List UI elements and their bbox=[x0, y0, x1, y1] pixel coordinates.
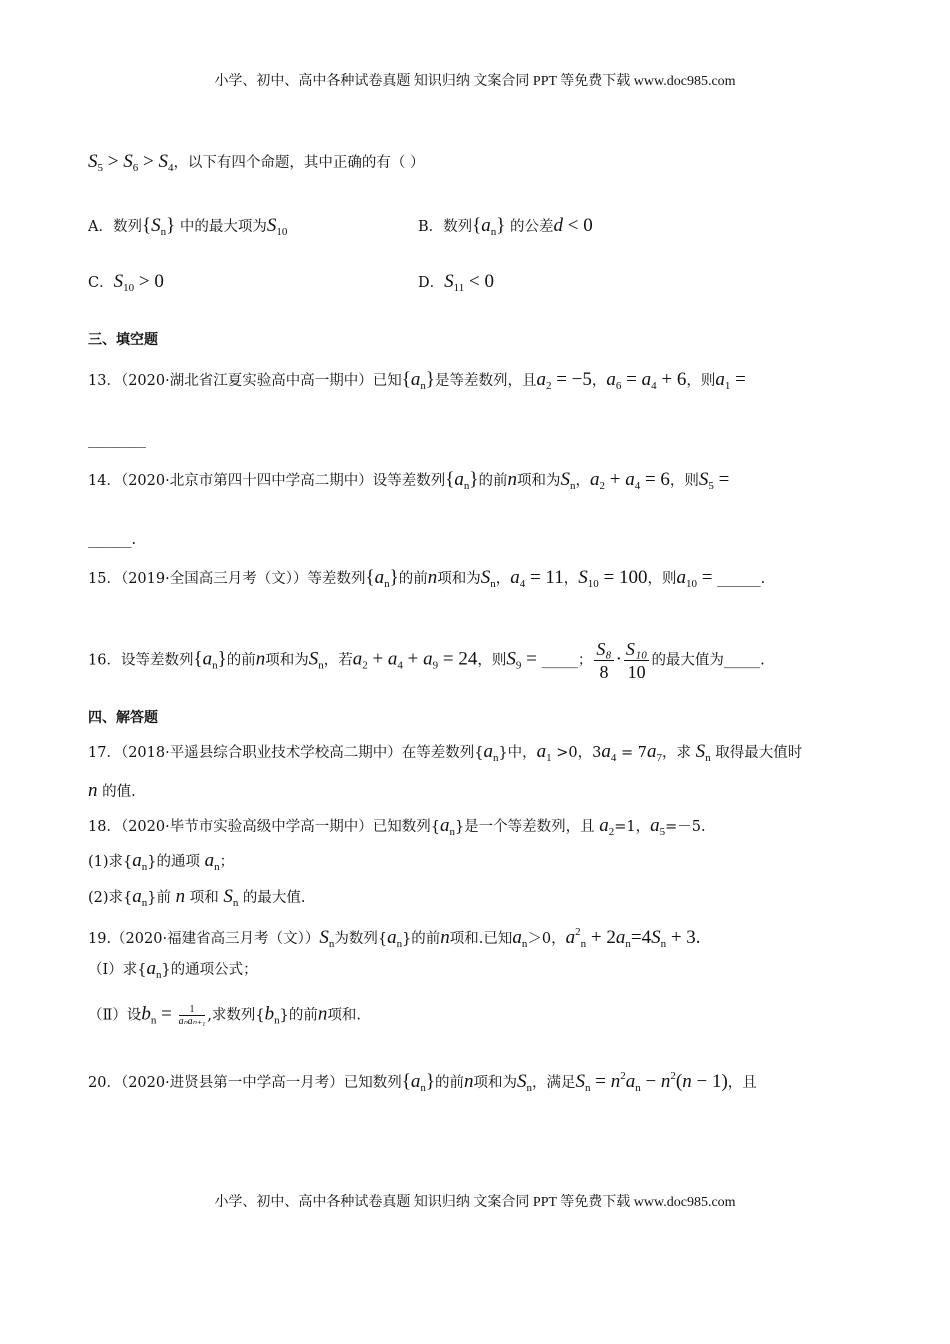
text-segment: 的公差 bbox=[505, 219, 554, 235]
text-segment: （Ⅱ）设 bbox=[88, 1007, 142, 1024]
math-segment: n bbox=[492, 752, 499, 764]
math-segment: a bbox=[410, 1071, 421, 1092]
math-segment: 9 bbox=[432, 659, 439, 672]
text-segment: ， bbox=[575, 473, 590, 489]
math-segment: n bbox=[384, 578, 390, 590]
math-segment: { bbox=[445, 469, 455, 490]
math-segment: S bbox=[695, 741, 706, 762]
math-segment: 6 bbox=[615, 380, 622, 392]
text-segment: ______. bbox=[717, 571, 766, 587]
page-footer: 小学、初中、高中各种试卷真题 知识归纳 文案合同 PPT 等免费下载 www.doc985.com bbox=[214, 1195, 736, 1210]
math-segment: a bbox=[132, 850, 142, 871]
math-segment: a bbox=[715, 369, 725, 390]
math-segment: n bbox=[274, 1014, 280, 1027]
fraction-denominator: 10 bbox=[627, 662, 646, 682]
text-segment: ，以下有四个命题，其中正确的有（ ） bbox=[173, 155, 425, 171]
text-segment: 的值. bbox=[97, 784, 136, 800]
text-line bbox=[88, 530, 136, 550]
text-segment: B．数列 bbox=[418, 219, 473, 235]
math-segment: n bbox=[175, 886, 186, 907]
text-segment: >0，3 bbox=[551, 745, 602, 761]
math-segment: = 24 bbox=[438, 648, 478, 670]
math-segment: } bbox=[389, 567, 399, 588]
math-segment: + bbox=[367, 648, 388, 670]
math-segment: S bbox=[158, 151, 168, 172]
text-segment: 15．（2019·全国高三月考（文））等差数列 bbox=[88, 571, 366, 587]
math-segment: a bbox=[146, 958, 156, 979]
text-segment: C． bbox=[88, 275, 114, 291]
fraction bbox=[179, 1004, 206, 1027]
math-segment: n bbox=[660, 1071, 671, 1092]
text-segment: 项和. bbox=[327, 1007, 361, 1024]
math-segment: n bbox=[660, 938, 667, 950]
math-segment: n bbox=[463, 1071, 474, 1092]
math-segment: S bbox=[113, 271, 124, 292]
math-segment: a bbox=[615, 927, 626, 948]
text-line bbox=[88, 470, 729, 496]
text-line bbox=[88, 851, 234, 877]
text-line bbox=[88, 1066, 757, 1098]
page-header: 小学、初中、高中各种试卷真题 知识归纳 文案合同 PPT 等免费下载 www.doc985.com bbox=[214, 74, 736, 89]
math-segment: } bbox=[496, 215, 506, 236]
math-segment: n bbox=[141, 897, 148, 909]
math-segment: a bbox=[536, 741, 547, 762]
text-segment: 为数列{ bbox=[334, 931, 388, 947]
text-segment: }的前 bbox=[279, 1007, 318, 1024]
text-segment: 13．（2020·湖北省江夏实验高中高一期中）已知 bbox=[88, 373, 402, 389]
text-segment: ，则 bbox=[647, 571, 677, 587]
math-segment: 2 bbox=[599, 480, 605, 492]
math-segment: S bbox=[651, 927, 661, 948]
math-segment: a bbox=[641, 369, 652, 390]
text-segment: 的前 bbox=[478, 473, 508, 489]
math-segment: a bbox=[387, 648, 398, 670]
math-segment: 2 bbox=[362, 659, 368, 672]
text-line bbox=[88, 568, 765, 594]
text-line bbox=[88, 922, 701, 954]
math-segment: > 0 bbox=[134, 271, 164, 292]
math-segment: a bbox=[202, 648, 213, 670]
text-segment: }的通项 bbox=[147, 854, 205, 870]
math-segment: n bbox=[317, 1003, 328, 1025]
text-segment: ， bbox=[563, 571, 579, 587]
math-segment: n bbox=[232, 897, 239, 909]
math-segment: 4 bbox=[634, 480, 641, 492]
math-segment: } bbox=[217, 648, 227, 670]
math-segment: a bbox=[387, 927, 397, 948]
math-segment: } bbox=[425, 369, 435, 390]
section-heading bbox=[88, 708, 158, 728]
fraction bbox=[594, 638, 613, 683]
math-segment: a bbox=[650, 815, 660, 836]
math-segment: 6 bbox=[132, 162, 139, 174]
math-segment: a bbox=[589, 469, 600, 490]
text-line bbox=[88, 152, 425, 178]
math-segment: { bbox=[141, 215, 152, 236]
math-segment: n bbox=[584, 1082, 591, 1094]
fraction-numerator: S₈ bbox=[596, 639, 612, 659]
math-segment: n bbox=[88, 780, 98, 801]
text-line bbox=[418, 216, 593, 242]
math-segment: S bbox=[88, 151, 98, 172]
math-segment: S bbox=[578, 567, 588, 588]
math-segment: n bbox=[255, 648, 266, 670]
math-segment: + bbox=[402, 648, 424, 670]
math-segment: n bbox=[610, 1071, 621, 1092]
text-segment: ，若 bbox=[323, 652, 353, 669]
text-segment: （Ⅰ）求{ bbox=[88, 962, 147, 978]
math-segment: n bbox=[490, 226, 497, 238]
math-segment: n bbox=[569, 480, 576, 492]
fraction bbox=[624, 638, 650, 683]
text-segment: 三、填空题 bbox=[88, 332, 158, 348]
math-segment: − 1) bbox=[691, 1071, 728, 1092]
math-segment: a bbox=[423, 648, 433, 670]
math-segment: n bbox=[427, 567, 438, 588]
text-line bbox=[88, 370, 746, 396]
math-segment: a bbox=[599, 815, 609, 836]
text-segment: 17．（2018·平遥县综合职业技术学校高二期中）在等差数列{ bbox=[88, 745, 484, 761]
math-segment: } bbox=[469, 469, 479, 490]
math-segment: = 6 bbox=[640, 469, 670, 490]
math-segment: a bbox=[374, 567, 385, 588]
text-line bbox=[88, 959, 258, 985]
math-segment: = bbox=[590, 1071, 611, 1092]
text-segment: ＞0， bbox=[527, 931, 566, 947]
math-segment: 2 bbox=[620, 1070, 626, 1082]
math-segment: n bbox=[526, 1082, 532, 1094]
text-segment: 的最大值为_____. bbox=[651, 652, 765, 669]
math-segment: n bbox=[420, 1082, 426, 1094]
text-segment: =1， bbox=[614, 819, 651, 835]
text-segment: 项和 bbox=[185, 890, 224, 906]
math-segment: } bbox=[166, 215, 176, 236]
math-segment: ( bbox=[675, 1071, 683, 1092]
math-segment: n bbox=[318, 659, 324, 672]
math-segment: a bbox=[132, 886, 142, 907]
math-segment: S bbox=[444, 271, 454, 292]
math-segment: a bbox=[565, 927, 576, 948]
math-segment: n bbox=[463, 480, 470, 492]
text-line bbox=[88, 430, 146, 450]
math-segment: < 0 bbox=[563, 215, 593, 236]
text-line bbox=[88, 887, 306, 913]
math-segment: a bbox=[352, 648, 363, 670]
math-segment: a bbox=[625, 469, 635, 490]
math-segment: 1 bbox=[546, 752, 552, 764]
math-segment: a bbox=[601, 741, 611, 762]
text-segment: ______. bbox=[88, 532, 137, 548]
math-segment: a bbox=[483, 741, 493, 762]
math-segment: b bbox=[141, 1003, 151, 1025]
math-segment: + 2 bbox=[586, 927, 616, 948]
math-segment: n bbox=[580, 938, 587, 950]
math-segment: 7 bbox=[656, 752, 662, 764]
text-segment: _____； bbox=[541, 652, 593, 669]
math-segment: = 100 bbox=[598, 567, 648, 588]
math-segment: n bbox=[449, 826, 455, 838]
math-segment: 9 bbox=[515, 659, 522, 672]
math-segment: S bbox=[319, 927, 329, 948]
math-segment: { bbox=[365, 567, 375, 588]
math-segment: n bbox=[141, 861, 148, 873]
math-segment: { bbox=[472, 215, 482, 236]
math-segment: 11 bbox=[453, 282, 465, 294]
text-line bbox=[88, 272, 164, 298]
math-segment: S bbox=[223, 886, 233, 907]
math-segment: = bbox=[521, 648, 542, 670]
math-segment: + bbox=[604, 469, 626, 490]
text-line bbox=[88, 1004, 361, 1031]
math-segment: d bbox=[553, 215, 564, 236]
math-segment: a bbox=[536, 369, 546, 390]
text-segment: 项和为 bbox=[473, 1075, 517, 1091]
text-segment: }的通项公式； bbox=[161, 962, 258, 978]
text-segment: 项和为 bbox=[437, 571, 481, 587]
math-segment: 10 bbox=[587, 578, 599, 590]
math-segment: S bbox=[575, 1071, 585, 1092]
math-segment: 4 bbox=[397, 659, 403, 672]
math-segment: 4 bbox=[167, 162, 174, 174]
math-segment: a bbox=[512, 927, 522, 948]
text-line bbox=[88, 742, 802, 768]
math-segment: S bbox=[308, 648, 319, 670]
math-segment: < 0 bbox=[464, 271, 494, 292]
math-segment: b bbox=[264, 1003, 275, 1025]
text-segment: 20．（2020·进贤县第一中学高一月考）已知数列 bbox=[88, 1075, 402, 1091]
math-segment: a bbox=[204, 850, 215, 871]
math-segment: S bbox=[560, 469, 570, 490]
math-segment: { bbox=[401, 1071, 411, 1092]
text-segment: = 7 bbox=[616, 745, 647, 761]
math-segment: a bbox=[606, 369, 616, 390]
fraction-numerator: S₁₀ bbox=[625, 639, 648, 659]
math-segment: 10 bbox=[123, 282, 135, 294]
math-segment: = bbox=[730, 369, 746, 390]
text-line bbox=[418, 272, 494, 298]
text-segment: 取得最大值时 bbox=[710, 745, 803, 761]
math-segment: = bbox=[621, 369, 642, 390]
math-segment: · bbox=[615, 648, 622, 670]
math-segment: = 11 bbox=[525, 567, 564, 588]
math-segment: 2 bbox=[575, 926, 581, 938]
text-segment: ， bbox=[495, 571, 511, 587]
math-segment: a bbox=[676, 567, 686, 588]
text-line bbox=[88, 781, 136, 802]
math-segment: S bbox=[516, 1071, 527, 1092]
math-segment: { bbox=[193, 648, 203, 670]
math-segment: a bbox=[454, 469, 464, 490]
text-segment: (2)求{ bbox=[88, 890, 133, 906]
math-segment: a bbox=[410, 369, 421, 390]
section-heading bbox=[88, 330, 158, 350]
math-segment: > bbox=[138, 151, 159, 172]
fraction-numerator: 1 bbox=[179, 1004, 206, 1016]
math-segment: S bbox=[698, 469, 709, 490]
math-segment: 2 bbox=[545, 380, 552, 392]
math-segment: 4 bbox=[610, 752, 617, 764]
math-segment: 10 bbox=[685, 578, 697, 590]
math-segment: a bbox=[439, 815, 450, 836]
math-segment: n bbox=[490, 578, 496, 590]
math-segment: =4 bbox=[630, 927, 652, 948]
text-segment: 中的最大项为 bbox=[175, 219, 267, 235]
text-segment: 是等差数列，且 bbox=[434, 373, 537, 389]
text-segment: 的前 bbox=[226, 652, 256, 669]
math-segment: S bbox=[151, 215, 161, 236]
math-segment: > bbox=[103, 151, 124, 172]
math-segment: n bbox=[150, 1014, 157, 1027]
math-segment: n bbox=[682, 1071, 692, 1092]
text-segment: 的前 bbox=[398, 571, 428, 587]
math-segment: S bbox=[506, 648, 516, 670]
text-segment: ，则 bbox=[477, 652, 507, 669]
math-segment: S bbox=[266, 215, 277, 236]
math-segment: = bbox=[156, 1003, 177, 1025]
math-segment: n bbox=[155, 969, 162, 981]
text-segment: ,求数列{ bbox=[207, 1007, 265, 1024]
math-segment: n bbox=[328, 938, 335, 950]
math-segment: n bbox=[214, 861, 220, 873]
text-line bbox=[88, 638, 765, 683]
math-segment: n bbox=[212, 659, 218, 672]
math-segment: 10 bbox=[276, 226, 288, 238]
text-segment: ； bbox=[219, 854, 235, 870]
math-segment: n bbox=[635, 1082, 641, 1094]
text-segment: 的前 bbox=[434, 1075, 464, 1091]
text-segment: 项和为 bbox=[516, 473, 561, 489]
text-segment: 19.（2020·福建省高三月考（文）） bbox=[88, 931, 320, 947]
math-segment: = bbox=[713, 469, 730, 490]
text-segment: 四、解答题 bbox=[88, 710, 158, 726]
math-segment: { bbox=[401, 369, 411, 390]
text-segment: ，满足 bbox=[531, 1075, 576, 1091]
math-segment: S bbox=[480, 567, 491, 588]
math-segment: + 6 bbox=[656, 369, 687, 390]
math-segment: n bbox=[440, 927, 450, 948]
math-segment: n bbox=[521, 938, 528, 950]
text-segment: (1)求{ bbox=[88, 854, 133, 870]
math-segment: n bbox=[160, 226, 167, 238]
text-line bbox=[88, 816, 706, 842]
math-segment: n bbox=[625, 938, 631, 950]
text-segment: }前 bbox=[147, 890, 176, 906]
math-segment: 5 bbox=[97, 162, 103, 174]
text-segment: ， bbox=[591, 373, 607, 389]
text-segment: }是一个等差数列，且 bbox=[454, 819, 600, 835]
text-segment: 项和为 bbox=[265, 652, 309, 669]
math-segment: + 3. bbox=[666, 927, 701, 948]
text-segment: 16．设等差数列 bbox=[88, 652, 194, 669]
text-segment: A．数列 bbox=[88, 219, 142, 235]
text-line bbox=[88, 216, 287, 242]
math-segment: a bbox=[625, 1071, 636, 1092]
text-segment: 项和.已知 bbox=[449, 931, 513, 947]
text-segment: ________ bbox=[88, 432, 146, 448]
text-segment: ，则 bbox=[669, 473, 699, 489]
fraction-denominator: 8 bbox=[599, 662, 609, 682]
math-segment: S bbox=[123, 151, 133, 172]
math-segment: } bbox=[425, 1071, 435, 1092]
math-segment: = bbox=[696, 567, 718, 588]
text-segment: }的前 bbox=[402, 931, 441, 947]
text-segment: ，求 bbox=[661, 745, 696, 761]
text-segment: 14．（2020·北京市第四十四中学高二期中）设等差数列 bbox=[88, 473, 446, 489]
math-segment: n bbox=[705, 752, 711, 764]
text-segment: D． bbox=[418, 275, 445, 291]
text-segment: ，则 bbox=[686, 373, 716, 389]
math-segment: 1 bbox=[724, 380, 731, 392]
text-segment: 的最大值. bbox=[238, 890, 306, 906]
math-segment: a bbox=[481, 215, 491, 236]
text-segment: }中， bbox=[498, 745, 537, 761]
math-segment: a bbox=[646, 741, 657, 762]
math-segment: 2 bbox=[608, 826, 615, 838]
math-segment: − bbox=[640, 1071, 661, 1092]
math-segment: n bbox=[420, 380, 426, 392]
math-segment: a bbox=[510, 567, 520, 588]
text-segment: =－5. bbox=[665, 819, 706, 835]
math-segment: = −5 bbox=[551, 369, 592, 390]
math-segment: n bbox=[507, 469, 517, 490]
math-segment: n bbox=[396, 938, 403, 950]
math-segment: 5 bbox=[659, 826, 666, 838]
fraction-denominator: aₙaₙ₊₁ bbox=[178, 1016, 206, 1027]
math-segment: 4 bbox=[519, 578, 526, 590]
text-segment: 18．（2020·毕节市实验高级中学高一期中）已知数列{ bbox=[88, 819, 440, 835]
math-segment: 4 bbox=[651, 380, 657, 392]
math-segment: 5 bbox=[708, 480, 714, 492]
text-segment: ，且 bbox=[727, 1075, 757, 1091]
math-segment: 2 bbox=[670, 1070, 676, 1082]
